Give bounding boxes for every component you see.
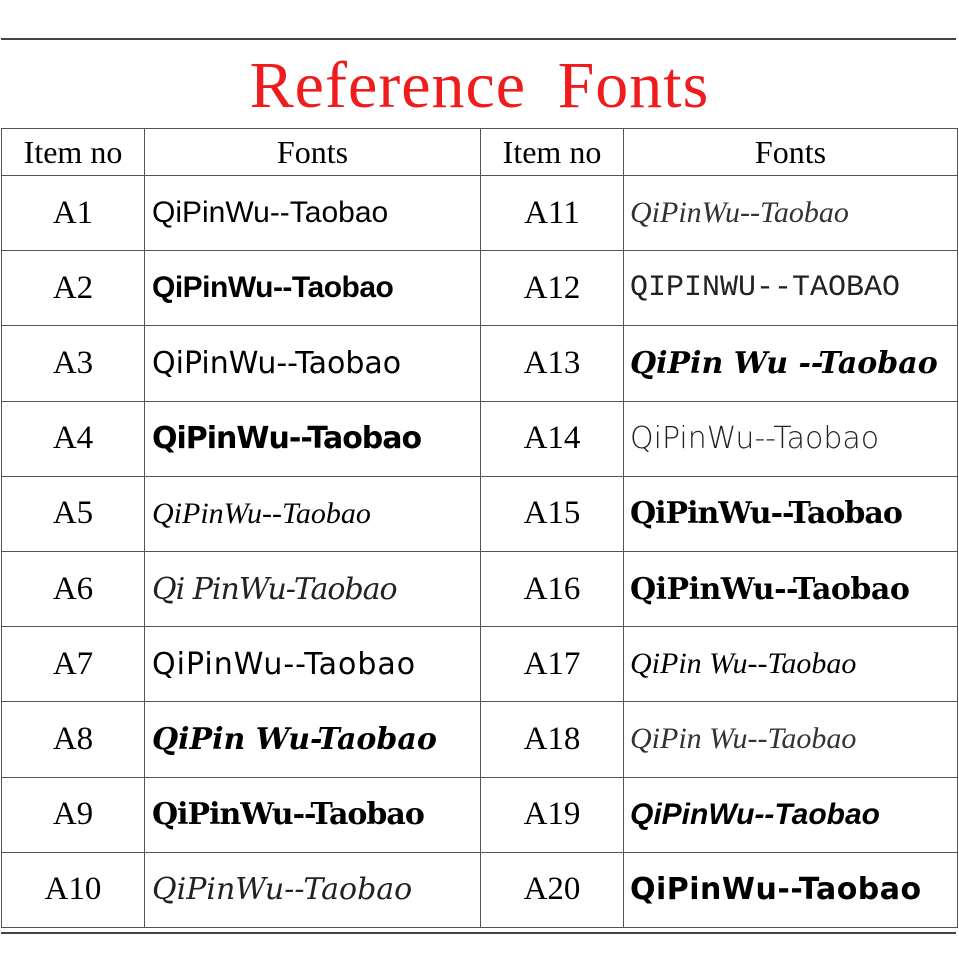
font-sample-cell: QiPinWu--Taobao <box>624 777 958 852</box>
font-sample-cell: QiPinWu--Taobao <box>145 401 481 476</box>
header-fonts-right: Fonts <box>624 129 958 176</box>
font-sample-cell: QiPinWu--Taobao <box>624 852 958 927</box>
font-sample-cell: QiPinWu--Taobao <box>145 476 481 551</box>
item-no-cell: A8 <box>2 702 145 777</box>
item-no-cell: A17 <box>481 627 624 702</box>
item-no-cell: A20 <box>481 852 624 927</box>
font-reference-table <box>1 128 958 928</box>
font-sample-cell: QiPin Wu --Taobao <box>624 326 958 401</box>
item-no-cell: A15 <box>481 476 624 551</box>
table-row <box>2 551 958 626</box>
item-no-cell: A5 <box>2 476 145 551</box>
font-sample-cell: QiPinWu--Taobao <box>145 627 481 702</box>
item-no-cell: A11 <box>481 176 624 251</box>
font-sample-cell: QIPINWU--TAOBAO <box>624 251 958 326</box>
table-row <box>2 476 958 551</box>
header-fonts-left: Fonts <box>145 129 481 176</box>
item-no-cell: A18 <box>481 702 624 777</box>
font-sample-cell: QiPin Wu-Taobao <box>145 702 481 777</box>
item-no-cell: A1 <box>2 176 145 251</box>
font-sample-cell: Qi PinWu-Taobao <box>145 551 481 626</box>
item-no-cell: A9 <box>2 777 145 852</box>
table-row <box>2 627 958 702</box>
font-sample-cell: QiPinWu--Taobao <box>624 551 958 626</box>
item-no-cell: A14 <box>481 401 624 476</box>
table-row <box>2 702 958 777</box>
item-no-cell: A6 <box>2 551 145 626</box>
table-row <box>2 777 958 852</box>
item-no-cell: A19 <box>481 777 624 852</box>
item-no-cell: A12 <box>481 251 624 326</box>
font-sample-cell: QiPinWu--Taobao <box>624 476 958 551</box>
header-item-no-right: Item no <box>481 129 624 176</box>
item-no-cell: A10 <box>2 852 145 927</box>
font-sample-cell: QiPinWu--Taobao <box>145 777 481 852</box>
table-row <box>2 251 958 326</box>
item-no-cell: A2 <box>2 251 145 326</box>
table-row <box>2 326 958 401</box>
item-no-cell: A3 <box>2 326 145 401</box>
table-header-row <box>2 129 958 176</box>
font-sample-cell: QiPinWu--Taobao <box>145 326 481 401</box>
font-sample-cell: QiPinWu--Taobao <box>145 852 481 927</box>
item-no-cell: A4 <box>2 401 145 476</box>
font-sample-cell: QiPinWu--Taobao <box>624 176 958 251</box>
font-sample-cell: QiPinWu--Taobao <box>145 251 481 326</box>
font-sample-cell: QiPin Wu--Taobao <box>624 702 958 777</box>
item-no-cell: A13 <box>481 326 624 401</box>
font-sample-cell: QiPin Wu--Taobao <box>624 627 958 702</box>
item-no-cell: A16 <box>481 551 624 626</box>
table-row <box>2 852 958 927</box>
font-sample-cell: QiPinWu--Taobao <box>145 176 481 251</box>
table-row <box>2 401 958 476</box>
item-no-cell: A7 <box>2 627 145 702</box>
page-title: Reference Fonts <box>249 49 710 122</box>
header-item-no-left: Item no <box>2 129 145 176</box>
table-row <box>2 176 958 251</box>
font-sample-cell: QiPinWu--Taobao <box>624 401 958 476</box>
